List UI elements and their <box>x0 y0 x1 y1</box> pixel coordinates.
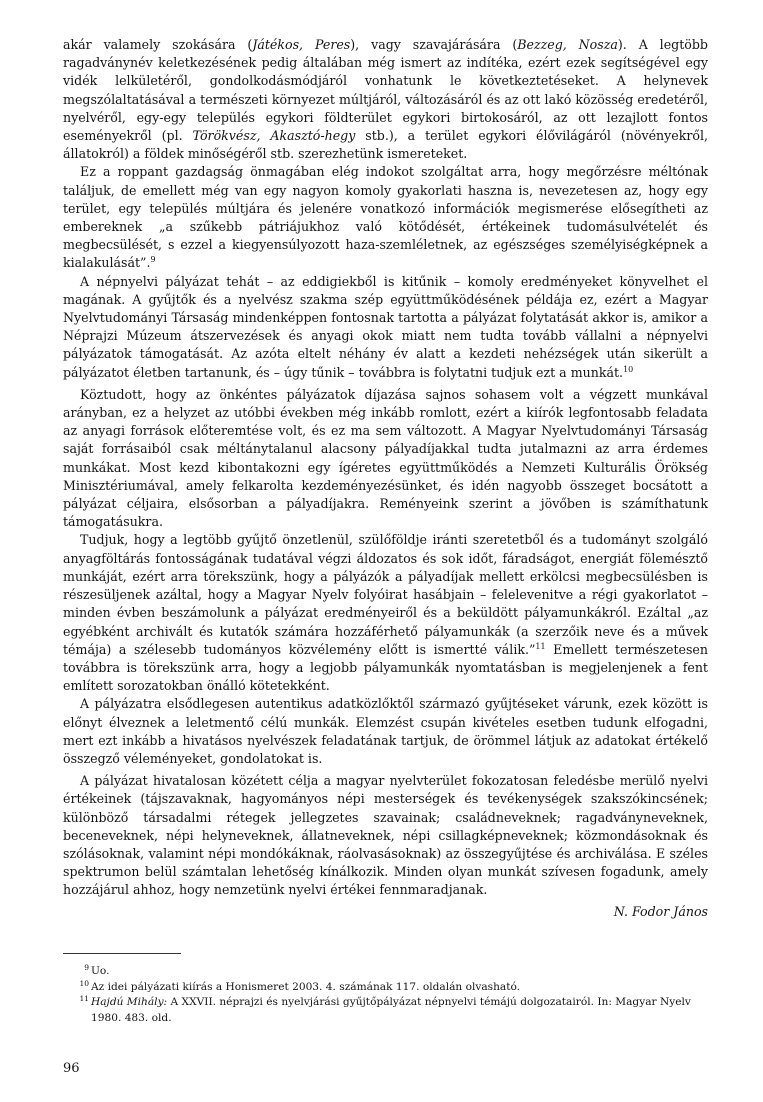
text-run: Uo. <box>91 965 110 977</box>
text-run: Emellett természetesen továbbra is törekszünk arra, hogy a legjobb pályamunkák nyomtatásban is megjelenjenek a fent említett sorozatokban önálló kötetekként. <box>63 641 708 694</box>
text-run: A XXVII. néprajzi és nyelvjárási gyűjtőpályázat népnyelvi témájú dolgozatairól. In: Magyar Nyelv 1980. 483. old. <box>91 996 691 1024</box>
text-run: A népnyelvi pályázat tehát – az eddigiekből is kitűnik – komoly eredményeket könyvelhet el magának. A gyűjtők és a nyelvész szakma szép együttműködésének példája ez, ezért a Magyar Nyelvtudományi Társaság mindenképpen fontosnak tartotta a pályázat folytatását akkor is, amikor a Néprajzi Múzeum átszervezések és anyagi okok miatt nem tudta tovább vállalni a népnyelvi pályázatok támogatását. Az azóta eltelt néhány év alatt a kezdeti nehézségek után sikerült a pályázatot életben tartanunk, és – úgy tűnik – továbbra is folytatni tudjuk ezt a munkát. <box>63 273 708 380</box>
text-run: A pályázat hivatalosan közétett célja a magyar nyelvterület fokozatosan feledésbe merülő nyelvi értékeinek (tájszavaknak, hagyományos népi mesterségek és tevékenységek szakszókincsének; különböző társadalmi rétegek jellegzetes szavainak; családneveknek; ragadványneveknek, beceneveknek, népi helyneveknek, állatneveknek, népi csillagképneveknek; közmondásoknak és szólásoknak, valamint népi mondókáknak, ráolvasásoknak) az összegyűjtése és archiválása. E széles spektrumon belül számtalan lehetőség kínálkozik. Minden olyan munkát szívesen fogadunk, amely hozzájárul ahhoz, hogy nemzetünk nyelvi értékei fennmaradjanak. <box>63 773 708 898</box>
italic-text: Bezzeg, Nosza <box>517 37 618 52</box>
text-run: ). A legtöbb ragadványnév keletkezésének pedig általában még ismert az indítéka, ezért ezek segítségével egy vidék lelkületéről, gondolkodásmódjáról vonhatunk le következtetéseket. A helynevek megszólaltatásával a természeti környezet múltjáról, változásáról és az ott lakó közösség eredetéről, nyelvéről, egy-egy település egykori földterület egykori birtokosáról, az ott lezajlott fontos eseményekről (pl. <box>63 37 708 144</box>
footnote <box>63 995 708 1026</box>
footnote-reference: 9 <box>150 255 156 265</box>
text-run: stb.), a terület egykori élővilágáról (növényekről, állatokról) a földek minőségéről stb. szerezhetünk ismereteket. <box>63 128 708 162</box>
paragraph-3 <box>63 273 708 382</box>
footnotes <box>63 964 708 1026</box>
text-run: Az idei pályázati kiírás a Honismeret 2003. 4. számának 117. oldalán olvasható. <box>91 980 521 993</box>
page-body <box>63 36 708 1076</box>
page-number: 96 <box>63 1061 80 1076</box>
text-run: Ez a roppant gazdagság önmagában elég indokot szolgáltat arra, hogy megőrzésre méltónak találjuk, de emellett még van egy nagyon komoly gyakorlati haszna is, nevezetesen az, hogy egy terület, egy település múltjára és jelenére vonatkozó információk megismerése elősegítheti az embereknek „a szűkebb pátriájukhoz való kötődését, értékeinek tudomásulvételét és megbecsülését, s ezzel a kiegyensúlyozott haza-szemléletnek, az egészséges személyiségképnek a kialakulását”. <box>63 164 708 271</box>
footnote <box>63 980 708 996</box>
author-signature: N. Fodor János <box>613 903 708 919</box>
paragraph-4 <box>63 386 708 532</box>
paragraph-1 <box>63 36 708 163</box>
paragraph-6 <box>63 695 708 768</box>
italic-text: Törökvész, Akasztó-hegy <box>192 128 356 144</box>
italic-text: Hajdú Mihály: <box>91 996 168 1009</box>
text-run: akár valamely szokására ( <box>63 37 253 52</box>
paragraph-2 <box>63 163 708 272</box>
paragraph-7 <box>63 772 708 899</box>
footnote-text <box>91 980 708 996</box>
footnote <box>63 964 708 980</box>
paragraph-5 <box>63 531 708 695</box>
text-run: A pályázatra elsődlegesen autentikus adatközlőktől származó gyűjtéseket várunk, ezek között is előnyt élveznek a leletmentő célú munkák. Elemzést csupán kivételes esetben tudunk elfogadni, mert ezt inkább a hivatásos nyelvészek feladatának tartjuk, de örömmel látjuk az adatokat értékelő összegző véleményeket, gondolatokat is. <box>63 696 708 766</box>
footnote-reference: 11 <box>535 641 546 651</box>
italic-text: Játékos, Peres <box>252 37 351 52</box>
text-run: Köztudott, hogy az önkéntes pályázatok díjazása sajnos sohasem volt a végzett munkával arányban, ez a helyzet az utóbbi években még inkább romlott, ezért a kiírók legfontosabb feladata az anyagi források előteremtése volt, és ez ma sem változott. A Magyar Nyelvtudományi Társaság saját forrásaiból csak méltánytalanul alacsony pályadíjakkal tudta jutalmazni az arra érdemes munkákat. Most kezd kibontakozni egy ígéretes együttműködés a Nemzeti Kulturális Örökség Minisztériumával, amely felkarolta kezdeményezésünket, és idén nagyobb összeget bocsátott a pályázat céljaira, elsősorban a pályadíjakra. Reményeink szerint a jövőben is számíthatunk támogatásukra. <box>63 386 708 530</box>
footnote-marker: 10 <box>79 978 89 988</box>
footnote-text <box>91 964 708 980</box>
footnote-divider <box>63 953 181 954</box>
footnote-reference: 10 <box>623 364 634 374</box>
footnote-marker: 11 <box>79 994 89 1004</box>
text-run: ), vagy szavajárására ( <box>350 37 518 52</box>
footnote-text <box>91 995 708 1026</box>
text-run: Tudjuk, hogy a legtöbb gyűjtő önzetlenül, szülőföldje iránti szeretetből és a tudományt szolgáló anyagföltárás fontosságának tudatával végzi áldozatos és sok időt, fáradságot, energiát fölemésztő munkáját, ezért arra törekszünk, hogy a pályázók a pályadíjak mellett erkölcsi megbecsülésben is részesüljenek azáltal, hogy a Magyar Nyelv folyóirat hasábjain – felelevenitve a régi gyakorlatot – minden évben beszámolunk a pályázat eredményeiről és a beküldött pályamunkákról. Ezáltal „az egyébként archivált és kutatók számára hozzáférhető pályamunkák (a szerzőik neve és a művek témája) a szélesebb tudományos közvélemény előtt is ismertté válik.” <box>63 532 708 657</box>
footnote-marker: 9 <box>84 963 89 972</box>
